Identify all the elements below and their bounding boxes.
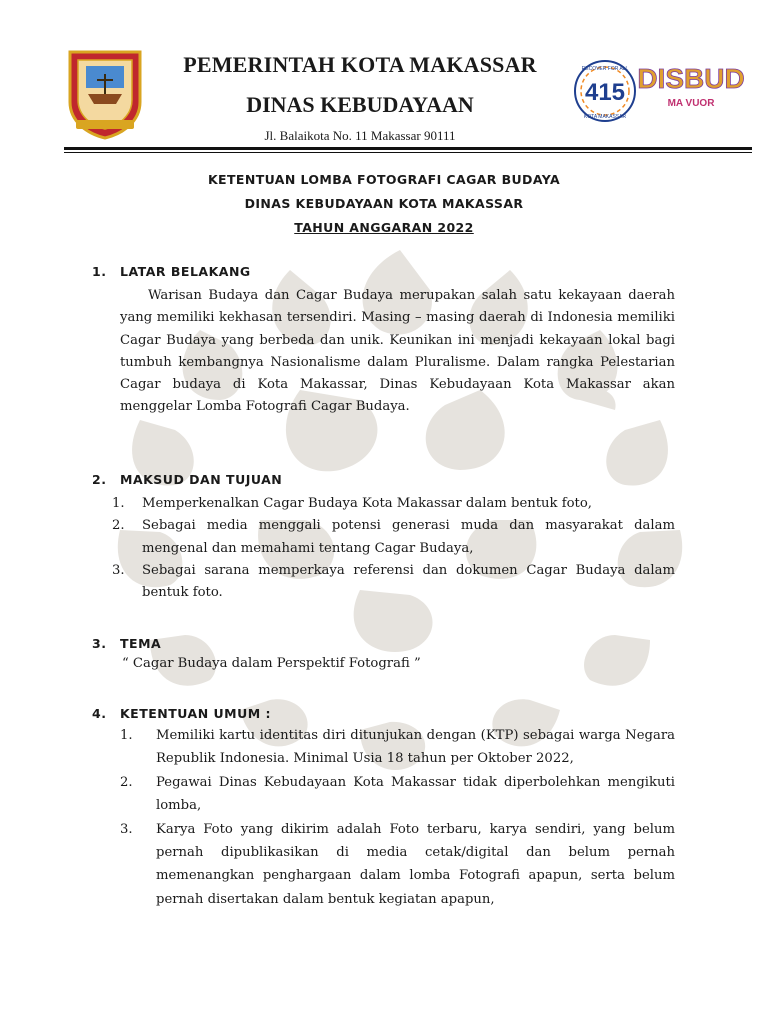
title-line-2: DINAS KEBUDAYAAN KOTA MAKASSAR [244, 196, 524, 211]
section-title: KETENTUAN UMUM : [120, 706, 272, 721]
section-4-list [120, 724, 675, 911]
list-item-number: 3. [120, 821, 133, 837]
makassar-emblem-icon [64, 44, 146, 140]
list-item-number: 2. [112, 518, 125, 534]
section-title: LATAR BELAKANG [120, 264, 251, 279]
section-number: 1. [92, 264, 107, 279]
list-item [120, 724, 675, 771]
list-item-number: 1. [120, 728, 133, 743]
section-1-paragraph: Warisan Budaya dan Cagar Budaya merupakan salah satu kekayaan daerah yang memiliki kekhasan tersendiri. Masing – masing daerah di Indonesia memiliki Cagar Budaya yang berbeda dan unik. Keunikan ini menjadi kekayaan lokal bagi tumbuh kembangnya Nasionalisme dalam Pluralisme. Dalam rangka Pelestarian Cagar budaya di Kota Makassar, Dinas Kebudayaan Kota Makassar akan menggelar Lomba Fotografi Cagar Budaya. [120, 288, 675, 415]
list-item-text: Sebagai media menggali potensi generasi muda dan masyarakat dalam mengenal dan memahami tentang Cagar Budaya, [142, 518, 675, 556]
letterhead-rule-thick [64, 147, 752, 150]
makassar-415-logo [570, 56, 640, 126]
title-line-3 [0, 220, 768, 235]
title-line-3-text: TAHUN ANGGARAN 2022 [294, 220, 474, 235]
disbud-wordmark: DISBUD [637, 63, 745, 94]
list-item [112, 515, 675, 560]
section-number: 2. [92, 472, 107, 487]
logo-415-top-text: RECOVER FOR ALL [581, 66, 629, 72]
list-item-text: Sebagai sarana memperkaya referensi dan dokumen Cagar Budaya dalam bentuk foto. [142, 562, 675, 601]
list-item-text: Memperkenalkan Cagar Budaya Kota Makassar dalam bentuk foto, [142, 496, 592, 511]
section-2-list [112, 493, 675, 604]
list-item [120, 771, 675, 818]
address: Jl. Balaikota No. 11 Makassar 90111 [264, 128, 456, 143]
list-item-text: Pegawai Dinas Kebudayaan Kota Makassar tidak diperbolehkan mengikuti lomba, [156, 774, 675, 814]
theme-text: “ Cagar Budaya dalam Perspektif Fotografi ” [122, 656, 421, 671]
section-2-heading [92, 472, 282, 487]
section-number: 3. [92, 636, 107, 651]
section-3-heading [92, 636, 161, 651]
disbud-subtext: MA VUOR [667, 98, 715, 109]
department-name: DINAS KEBUDAYAAN [246, 92, 474, 117]
logo-415-bottom-text: KOTA MAKASSAR [583, 114, 627, 120]
list-item-number: 1. [112, 496, 125, 511]
organization-name: PEMERINTAH KOTA MAKASSAR [183, 52, 537, 77]
list-item [112, 560, 675, 605]
list-item-text: Memiliki kartu identitas diri ditunjukan dengan (KTP) sebagai warga Negara Republik Indonesia. Minimal Usia 18 tahun per Oktober 2022, [156, 728, 675, 767]
title-line-1: KETENTUAN LOMBA FOTOGRAFI CAGAR BUDAYA [207, 172, 561, 187]
disbud-logo [637, 56, 745, 114]
section-1-heading [92, 264, 251, 279]
section-4-heading [92, 706, 271, 721]
letterhead-rule-thin [64, 152, 752, 153]
list-item-number: 2. [120, 774, 133, 790]
logo-415-number: 415 [584, 79, 626, 106]
list-item-number: 3. [112, 562, 125, 578]
section-number: 4. [92, 706, 107, 721]
section-title: TEMA [120, 636, 162, 651]
list-item-text: Karya Foto yang dikirim adalah Foto terbaru, karya sendiri, yang belum pernah dipublikasikan di media cetak/digital dan belum pernah memenangkan penghargaan dalam lomba Fotografi apapun, serta belum pernah disertakan dalam bentuk kegiatan apapun, [156, 821, 675, 907]
section-title: MAKSUD DAN TUJUAN [120, 472, 283, 487]
list-item [120, 818, 675, 912]
list-item [112, 493, 675, 515]
